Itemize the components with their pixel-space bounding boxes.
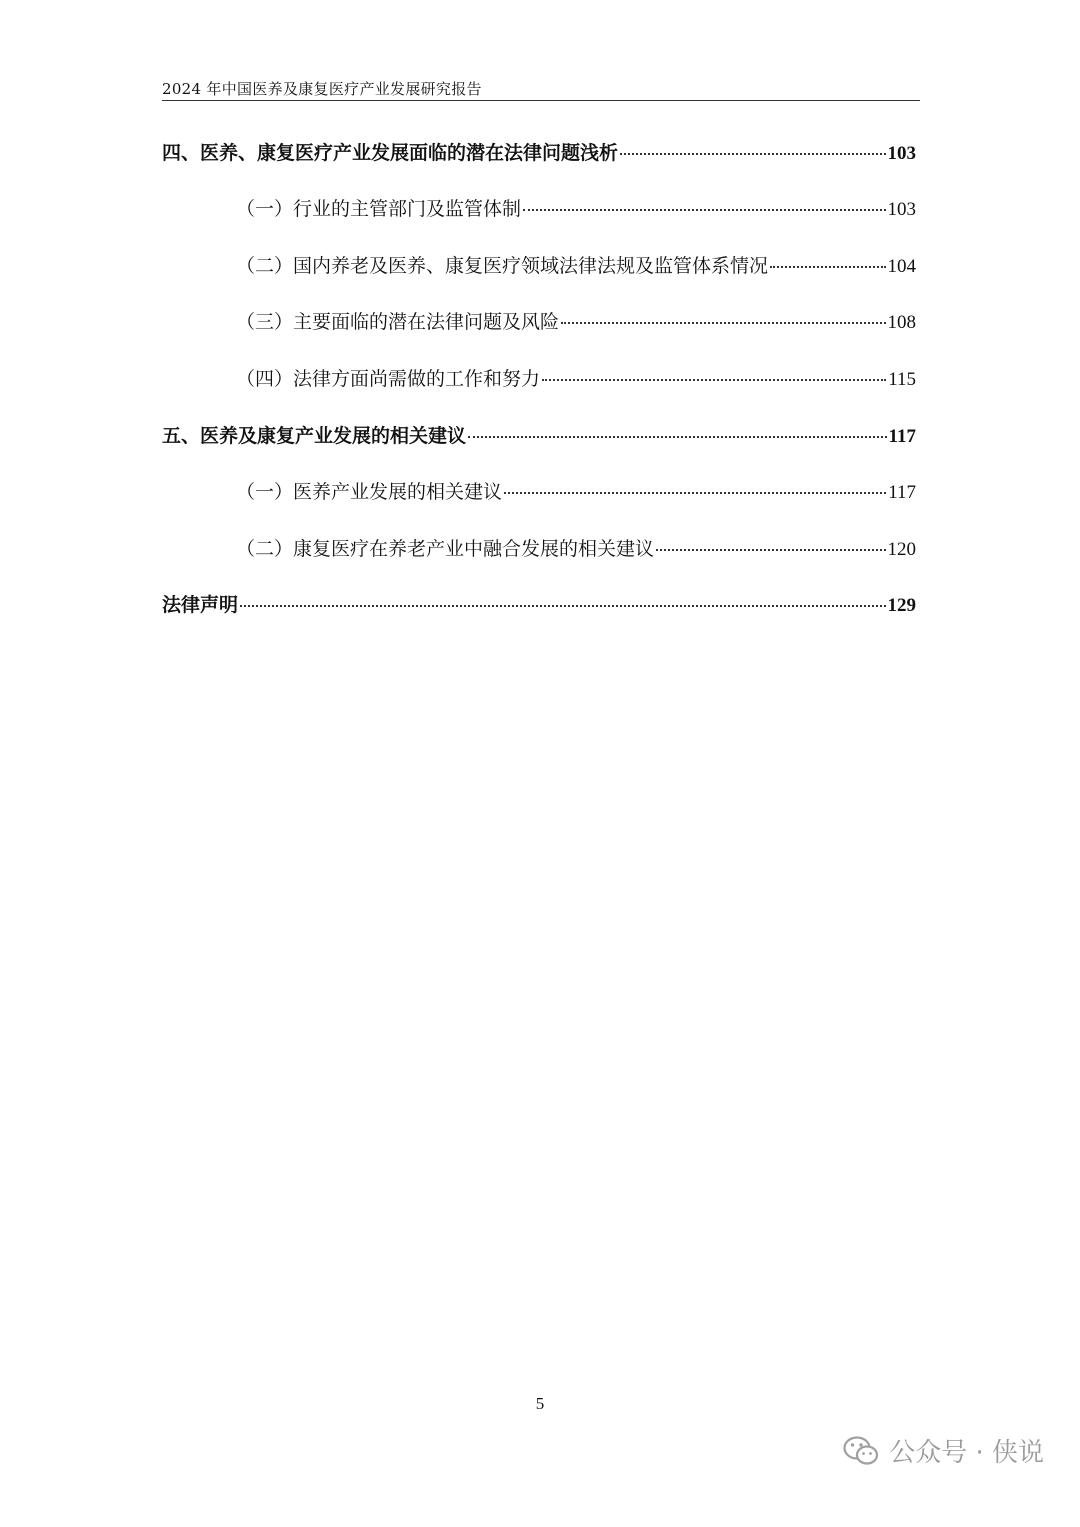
toc-entry-page: 115	[888, 369, 916, 390]
toc-entry[interactable]	[236, 534, 916, 564]
wechat-icon	[843, 1435, 879, 1467]
toc-entry-page: 129	[887, 595, 916, 616]
toc-entry-label: 法律声明	[162, 594, 239, 616]
toc-entry[interactable]	[236, 477, 916, 507]
toc-entry[interactable]	[236, 307, 916, 337]
toc-entry-label: （一）行业的主管部门及监管体制	[236, 198, 522, 220]
toc-entry-page: 103	[887, 199, 916, 220]
toc-dot-leader	[542, 379, 886, 381]
toc-entry-page: 103	[887, 143, 916, 164]
toc-dot-leader	[523, 209, 885, 211]
watermark	[843, 1432, 1044, 1469]
page-header	[162, 76, 920, 101]
toc-entry[interactable]	[236, 364, 916, 394]
toc-entry-label: （一）医养产业发展的相关建议	[236, 481, 503, 503]
toc-entry[interactable]	[162, 590, 916, 620]
toc-entry-page: 120	[887, 539, 916, 560]
page-number: 5	[535, 1394, 545, 1413]
toc-dot-leader	[240, 605, 885, 607]
toc-entry[interactable]	[236, 251, 916, 281]
toc-entry-label: （三）主要面临的潜在法律问题及风险	[236, 311, 560, 333]
toc-dot-leader	[504, 492, 886, 494]
toc-dot-leader	[468, 436, 887, 438]
toc-entry-page: 117	[888, 482, 916, 503]
toc-entry-label: （二）康复医疗在养老产业中融合发展的相关建议	[236, 538, 655, 560]
toc-entry-label: （二）国内养老及医养、康复医疗领域法律法规及监管体系情况	[236, 255, 769, 277]
toc-entry[interactable]	[162, 421, 916, 451]
toc-dot-leader	[561, 322, 885, 324]
toc-dot-leader	[620, 153, 885, 155]
toc-entry-page: 117	[888, 426, 916, 447]
header-title: 2024 年中国医养及康复医疗产业发展研究报告	[162, 80, 482, 98]
toc-entry-label: 五、医养及康复产业发展的相关建议	[162, 425, 467, 447]
toc-dot-leader	[656, 549, 885, 551]
toc-entry-label: 四、医养、康复医疗产业发展面临的潜在法律问题浅析	[162, 142, 619, 164]
toc-entry-page: 108	[887, 312, 916, 333]
watermark-text: 公众号 · 侠说	[889, 1438, 1044, 1468]
toc-entry[interactable]	[162, 138, 916, 168]
toc-entry-label: （四）法律方面尚需做的工作和努力	[236, 368, 541, 390]
toc-entry[interactable]	[236, 194, 916, 224]
toc-entry-page: 104	[887, 256, 916, 277]
toc-dot-leader	[770, 266, 885, 268]
